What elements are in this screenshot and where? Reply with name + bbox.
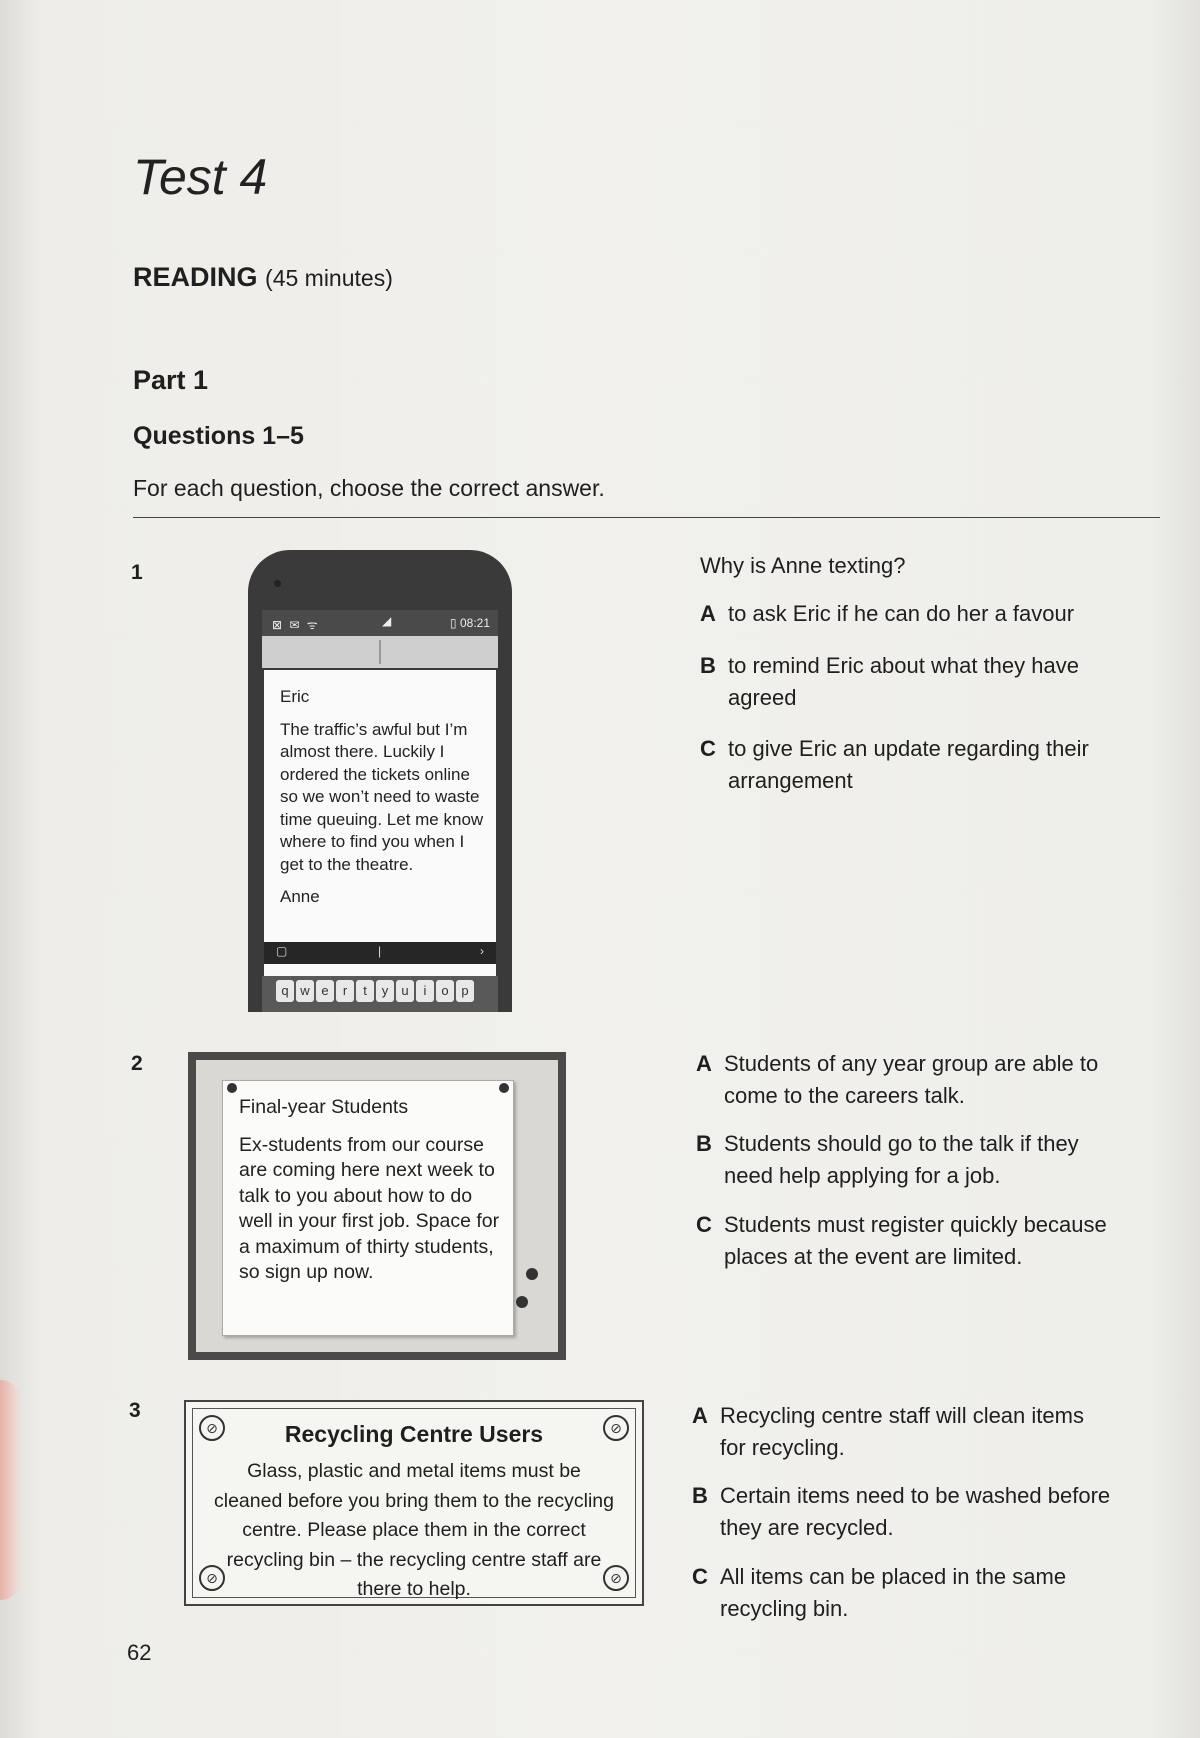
questions-range: Questions 1–5	[133, 422, 304, 450]
keyboard-key: u	[396, 980, 414, 1002]
question-number: 2	[131, 1052, 143, 1075]
recycling-sign-image	[184, 1400, 644, 1606]
option-text: Recycling centre staff will clean items for recycling.	[720, 1403, 1084, 1460]
answer-option[interactable]	[696, 1128, 1116, 1192]
keyboard-key: r	[336, 980, 354, 1002]
sign-frame	[192, 1408, 636, 1598]
keyboard-key: e	[316, 980, 334, 1002]
option-letter: A	[700, 601, 716, 626]
option-text: Students should go to the talk if they need help applying for a job.	[724, 1131, 1079, 1188]
answer-option[interactable]	[696, 1048, 1116, 1112]
home-icon: ▢	[276, 944, 288, 958]
phone-keyboard	[262, 976, 498, 1012]
option-text: All items can be placed in the same recycling bin.	[720, 1564, 1067, 1621]
answer-option[interactable]	[692, 1400, 1112, 1464]
text-message	[280, 686, 488, 919]
screw-icon: ⊘	[199, 1565, 225, 1591]
sign-body: Glass, plastic and metal items must be cleaned before you bring them to the recycling centre. Please place them in the correct recycling bin – the recycling centre staff are there to help.	[214, 1460, 614, 1600]
phone-nav-bar	[264, 942, 496, 964]
question-number: 1	[131, 561, 143, 584]
keyboard-key: q	[276, 980, 294, 1002]
pin-icon	[227, 1083, 237, 1093]
page-number: 62	[127, 1640, 152, 1665]
screw-icon: ⊘	[603, 1415, 629, 1441]
option-text: to give Eric an update regarding their arrangement	[728, 736, 1089, 793]
option-letter: B	[692, 1483, 708, 1508]
screw-icon: ⊘	[199, 1415, 225, 1441]
message-recipient: Eric	[280, 687, 310, 706]
test-title: Test 4	[133, 149, 268, 205]
cork-board	[196, 1060, 558, 1352]
question-stem: Why is Anne texting?	[700, 553, 906, 578]
thumb-shadow	[0, 1380, 22, 1600]
notice-paper	[222, 1080, 514, 1336]
option-letter: C	[700, 736, 716, 761]
section-heading	[133, 262, 393, 293]
chevron-right-icon: ›	[480, 944, 484, 958]
pin-icon	[499, 1083, 509, 1093]
message-header-bar	[262, 636, 498, 668]
sign-title: Recycling Centre Users	[284, 1421, 544, 1447]
keyboard-key: y	[376, 980, 394, 1002]
keyboard-key: t	[356, 980, 374, 1002]
keyboard-key: p	[456, 980, 474, 1002]
answer-option[interactable]	[692, 1480, 1112, 1544]
option-text: Certain items need to be washed before they are recycled.	[720, 1483, 1111, 1540]
option-letter: A	[692, 1403, 708, 1428]
phone-screen	[264, 670, 496, 988]
option-text: Students must register quickly because places at the event are limited.	[724, 1212, 1107, 1269]
cursor-mark-icon: |	[378, 944, 382, 958]
notification-icons: ⊠ ✉ ᯤ	[272, 618, 320, 632]
status-time: ▯ 08:21	[450, 616, 490, 630]
notice-text	[239, 1095, 501, 1298]
phone-image	[248, 550, 512, 1012]
notice-board-image	[188, 1052, 566, 1360]
option-letter: C	[692, 1564, 708, 1589]
message-body: The traffic’s awful but I’m almost there. Luckily I ordered the tickets online so we won’t need to waste time queuing. Let me know where to find you when I get to the theatre.	[280, 719, 484, 874]
signal-icon: ◢	[382, 614, 392, 628]
divider-line	[133, 517, 1160, 518]
keyboard-key: w	[296, 980, 314, 1002]
notice-title: Final-year Students	[239, 1096, 409, 1118]
part-heading: Part 1	[133, 365, 209, 395]
option-text: to remind Eric about what they have agreed	[728, 653, 1079, 710]
section-name: READING	[133, 262, 258, 292]
keyboard-key: i	[416, 980, 434, 1002]
keyboard-row	[276, 980, 474, 1002]
pin-icon	[526, 1268, 538, 1280]
notice-body: Ex-students from our course are coming here next week to talk to you about how to do well in your first job. Space for a maximum of thirty students, so sign up now.	[239, 1133, 500, 1283]
answer-option[interactable]	[692, 1561, 1112, 1625]
message-sender: Anne	[280, 887, 320, 906]
camera-icon	[274, 580, 281, 587]
option-letter: B	[696, 1131, 712, 1156]
option-letter: B	[700, 653, 716, 678]
keyboard-key: o	[436, 980, 454, 1002]
question-number: 3	[129, 1399, 141, 1422]
screw-icon: ⊘	[603, 1565, 629, 1591]
cursor-icon	[379, 640, 381, 664]
answer-option[interactable]	[700, 733, 1120, 797]
answer-option[interactable]	[700, 598, 1120, 630]
status-bar	[262, 610, 498, 636]
option-letter: C	[696, 1212, 712, 1237]
option-text: to ask Eric if he can do her a favour	[728, 601, 1075, 626]
pin-icon	[516, 1296, 528, 1308]
section-duration: (45 minutes)	[265, 265, 393, 291]
answer-option[interactable]	[700, 650, 1120, 714]
option-letter: A	[696, 1051, 712, 1076]
instruction-text: For each question, choose the correct answer.	[133, 475, 605, 501]
option-text: Students of any year group are able to come to the careers talk.	[724, 1051, 1099, 1108]
answer-option[interactable]	[696, 1209, 1116, 1273]
